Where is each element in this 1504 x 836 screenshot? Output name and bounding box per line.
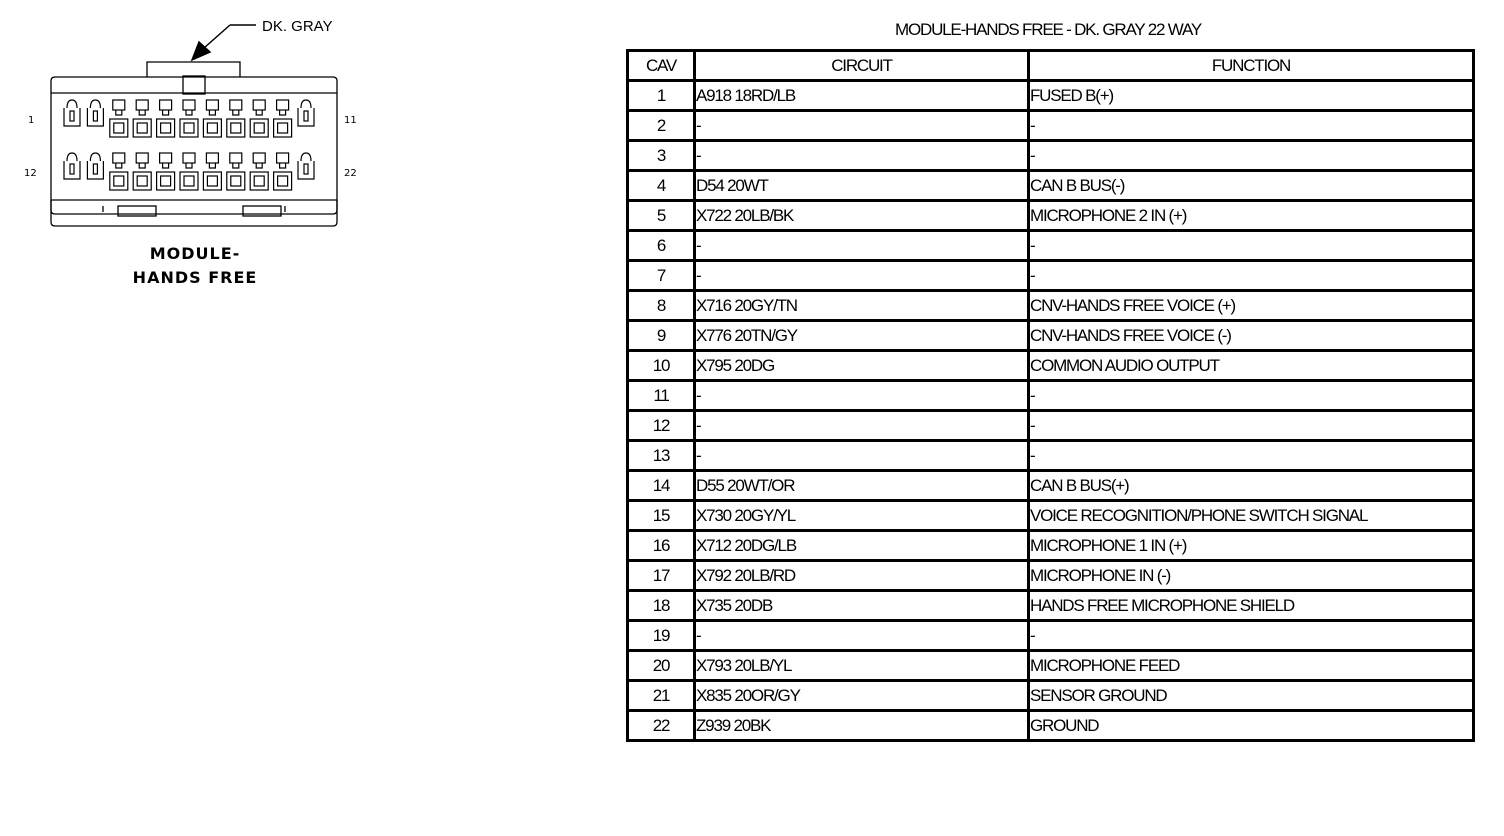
- function-cell: CNV-HANDS FREE VOICE (+): [1029, 291, 1474, 321]
- table-row: [628, 681, 1474, 711]
- connector-cavity: [203, 100, 221, 137]
- table-row: [628, 441, 1474, 471]
- cav-cell: 3: [628, 141, 695, 171]
- cav-cell: 19: [628, 621, 695, 651]
- table-row: [628, 231, 1474, 261]
- pin-label-22: 22: [344, 168, 357, 179]
- cav-cell: 5: [628, 201, 695, 231]
- function-cell: GROUND: [1029, 711, 1474, 741]
- circuit-cell: X793 20LB/YL: [695, 651, 1029, 681]
- cav-cell: 2: [628, 111, 695, 141]
- function-cell: -: [1029, 111, 1474, 141]
- function-cell: CAN B BUS(+): [1029, 471, 1474, 501]
- connector-cavities: [64, 100, 314, 190]
- function-cell: FUSED B(+): [1029, 81, 1474, 111]
- cav-cell: 12: [628, 411, 695, 441]
- connector-cavity: [250, 153, 268, 190]
- circuit-cell: -: [695, 111, 1029, 141]
- table-header-row: [628, 51, 1474, 81]
- cav-cell: 14: [628, 471, 695, 501]
- table-row: [628, 261, 1474, 291]
- cav-cell: 11: [628, 381, 695, 411]
- pinout-table: [626, 49, 1475, 742]
- circuit-cell: X735 20DB: [695, 591, 1029, 621]
- function-cell: MICROPHONE IN (-): [1029, 561, 1474, 591]
- cav-cell: 20: [628, 651, 695, 681]
- connector-cavity: [87, 100, 103, 126]
- circuit-cell: -: [695, 441, 1029, 471]
- connector-lock-tab: [147, 62, 240, 77]
- circuit-cell: -: [695, 381, 1029, 411]
- table-row: [628, 291, 1474, 321]
- connector-cavity: [64, 153, 80, 179]
- function-cell: -: [1029, 411, 1474, 441]
- connector-name-line2: HANDS FREE: [132, 268, 258, 287]
- connector-name-line1: MODULE-: [149, 244, 241, 263]
- connector-cavity: [110, 153, 128, 190]
- cav-cell: 6: [628, 231, 695, 261]
- cav-cell: 17: [628, 561, 695, 591]
- table-row: [628, 321, 1474, 351]
- cav-cell: 7: [628, 261, 695, 291]
- circuit-cell: -: [695, 141, 1029, 171]
- connector-cavity: [227, 100, 245, 137]
- circuit-cell: Z939 20BK: [695, 711, 1029, 741]
- cav-cell: 9: [628, 321, 695, 351]
- cav-cell: 21: [628, 681, 695, 711]
- color-leader-arrow: [192, 25, 256, 60]
- header-cav: CAV: [628, 51, 695, 81]
- function-cell: -: [1029, 261, 1474, 291]
- connector-cavity: [274, 100, 292, 137]
- function-cell: -: [1029, 381, 1474, 411]
- table-row: [628, 651, 1474, 681]
- function-cell: -: [1029, 141, 1474, 171]
- circuit-cell: X835 20OR/GY: [695, 681, 1029, 711]
- pin-label-1: 1: [28, 115, 35, 126]
- connector-name: [100, 242, 290, 290]
- table-row: [628, 711, 1474, 741]
- table-row: [628, 81, 1474, 111]
- circuit-cell: -: [695, 231, 1029, 261]
- connector-cavity: [64, 100, 80, 126]
- table-row: [628, 351, 1474, 381]
- table-row: [628, 471, 1474, 501]
- connector-cavity: [227, 153, 245, 190]
- table-row: [628, 111, 1474, 141]
- table-row: [628, 591, 1474, 621]
- connector-cavity: [157, 153, 175, 190]
- circuit-cell: X730 20GY/YL: [695, 501, 1029, 531]
- table-row: [628, 621, 1474, 651]
- function-cell: -: [1029, 441, 1474, 471]
- table-row: [628, 201, 1474, 231]
- cav-cell: 4: [628, 171, 695, 201]
- cav-cell: 10: [628, 351, 695, 381]
- function-cell: MICROPHONE 2 IN (+): [1029, 201, 1474, 231]
- connector-diagram: [0, 0, 600, 300]
- table-row: [628, 501, 1474, 531]
- connector-cavity: [133, 100, 151, 137]
- pin-label-12: 12: [24, 168, 37, 179]
- connector-cavity: [87, 153, 103, 179]
- cav-cell: 8: [628, 291, 695, 321]
- connector-cavity: [157, 100, 175, 137]
- cav-cell: 1: [628, 81, 695, 111]
- circuit-cell: -: [695, 621, 1029, 651]
- connector-cavity: [110, 100, 128, 137]
- cav-cell: 22: [628, 711, 695, 741]
- table-row: [628, 171, 1474, 201]
- table-row: [628, 141, 1474, 171]
- function-cell: MICROPHONE 1 IN (+): [1029, 531, 1474, 561]
- function-cell: CAN B BUS(-): [1029, 171, 1474, 201]
- connector-cavity: [274, 153, 292, 190]
- connector-cavity: [180, 153, 198, 190]
- circuit-cell: X776 20TN/GY: [695, 321, 1029, 351]
- function-cell: CNV-HANDS FREE VOICE (-): [1029, 321, 1474, 351]
- table-body: [628, 81, 1474, 741]
- circuit-cell: X792 20LB/RD: [695, 561, 1029, 591]
- connector-cavity: [298, 100, 314, 126]
- cav-cell: 15: [628, 501, 695, 531]
- cav-cell: 18: [628, 591, 695, 621]
- circuit-cell: D55 20WT/OR: [695, 471, 1029, 501]
- cav-cell: 13: [628, 441, 695, 471]
- connector-body: [51, 77, 337, 214]
- connector-flange: [51, 200, 337, 226]
- header-circuit: CIRCUIT: [695, 51, 1029, 81]
- table-title: MODULE-HANDS FREE - DK. GRAY 22 WAY: [895, 20, 1201, 39]
- circuit-cell: A918 18RD/LB: [695, 81, 1029, 111]
- function-cell: -: [1029, 231, 1474, 261]
- circuit-cell: X716 20GY/TN: [695, 291, 1029, 321]
- connector-cavity: [298, 153, 314, 179]
- circuit-cell: -: [695, 411, 1029, 441]
- function-cell: SENSOR GROUND: [1029, 681, 1474, 711]
- circuit-cell: X722 20LB/BK: [695, 201, 1029, 231]
- cav-cell: 16: [628, 531, 695, 561]
- circuit-cell: D54 20WT: [695, 171, 1029, 201]
- function-cell: HANDS FREE MICROPHONE SHIELD: [1029, 591, 1474, 621]
- function-cell: MICROPHONE FEED: [1029, 651, 1474, 681]
- table-row: [628, 531, 1474, 561]
- connector-cavity: [203, 153, 221, 190]
- function-cell: COMMON AUDIO OUTPUT: [1029, 351, 1474, 381]
- connector-cavity: [250, 100, 268, 137]
- connector-color-label: DK. GRAY: [262, 18, 333, 35]
- circuit-cell: X795 20DG: [695, 351, 1029, 381]
- table-row: [628, 411, 1474, 441]
- connector-cavity: [180, 100, 198, 137]
- table-row: [628, 561, 1474, 591]
- connector-cavity: [133, 153, 151, 190]
- function-cell: VOICE RECOGNITION/PHONE SWITCH SIGNAL: [1029, 501, 1474, 531]
- circuit-cell: -: [695, 261, 1029, 291]
- table-row: [628, 381, 1474, 411]
- header-function: FUNCTION: [1029, 51, 1474, 81]
- function-cell: -: [1029, 621, 1474, 651]
- circuit-cell: X712 20DG/LB: [695, 531, 1029, 561]
- pin-label-11: 11: [344, 115, 357, 126]
